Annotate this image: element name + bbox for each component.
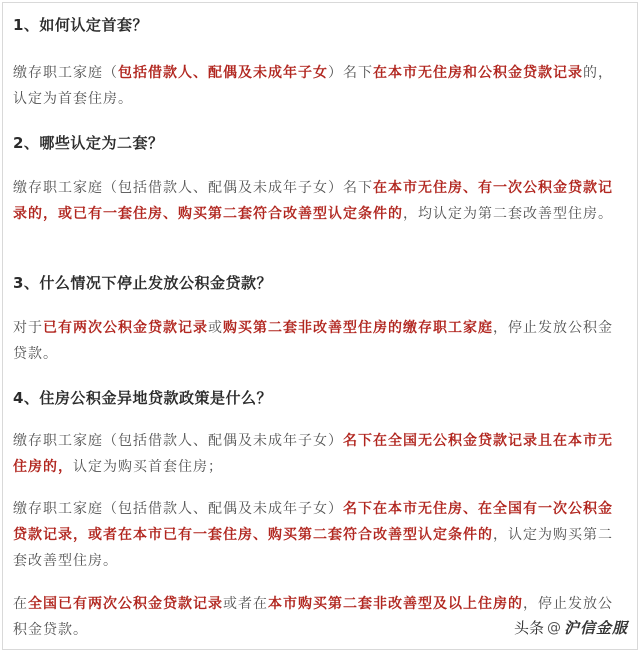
section-3-title: 3、什么情况下停止发放公积金贷款？: [13, 274, 272, 292]
text: 或者在: [223, 596, 268, 612]
text: ）名下: [328, 65, 373, 81]
section-4-paragraph-1: [13, 428, 627, 480]
text: 缴存职工家庭（: [13, 65, 118, 81]
text: 缴存职工家庭（包括借款人、配偶及未成年子女）: [13, 433, 343, 449]
watermark-prefix: 头条: [513, 619, 544, 637]
section-3-paragraph: [13, 315, 627, 367]
text: ，停止发放公积金贷款。: [13, 596, 613, 638]
highlight-text: 全国已有两次公积金贷款记录: [28, 596, 223, 612]
text: 的，认定为首套住房。: [13, 65, 613, 107]
highlight-text: 购买第二套非改善型住房的缴存职工家庭: [223, 320, 493, 336]
text: 认定为购买首套住房；: [73, 459, 223, 475]
highlight-text: 已有两次公积金贷款记录: [43, 320, 208, 336]
section-2-paragraph: [13, 175, 627, 227]
text: ，停止发放公积金贷款。: [13, 320, 613, 362]
section-2-title: 2、哪些认定为二套？: [13, 134, 164, 152]
watermark-separator: @: [546, 619, 561, 636]
text: 缴存职工家庭（包括借款人、配偶及未成年子女）: [13, 501, 343, 517]
highlight-text: 名下在全国无公积金贷款记录且在本市无住房的，: [13, 433, 613, 475]
highlight-text: 本市购买第二套非改善型及以上住房的: [268, 596, 523, 612]
source-watermark: [514, 617, 628, 638]
highlight-text: 在本市无住房、有一次公积金贷款记录的，或已有一套住房、购买第二套符合改善型认定条件的: [13, 180, 613, 222]
section-1-paragraph: [13, 60, 627, 112]
highlight-text: 包括借款人、配偶及未成年子女: [118, 65, 328, 81]
highlight-text: 在本市无住房和公积金贷款记录: [373, 65, 583, 81]
watermark-brand: 沪信金服: [563, 619, 628, 637]
text: 在: [13, 596, 28, 612]
text: ，均认定为第二套改善型住房。: [403, 206, 613, 222]
highlight-text: 名下在本市无住房、在全国有一次公积金贷款记录，或者在本市已有一套住房、购买第二套符合改善型认定条件的: [13, 501, 613, 543]
text: 缴存职工家庭（包括借款人、配偶及未成年子女）名下: [13, 180, 373, 196]
text: 对于: [13, 320, 43, 336]
section-1-title: 1、如何认定首套？: [13, 16, 148, 34]
section-4-paragraph-2: [13, 496, 627, 574]
text: ，认定为购买第二套改善型住房。: [13, 527, 613, 569]
section-4-title: 4、住房公积金异地贷款政策是什么？: [13, 389, 272, 407]
text: 或: [208, 320, 223, 336]
